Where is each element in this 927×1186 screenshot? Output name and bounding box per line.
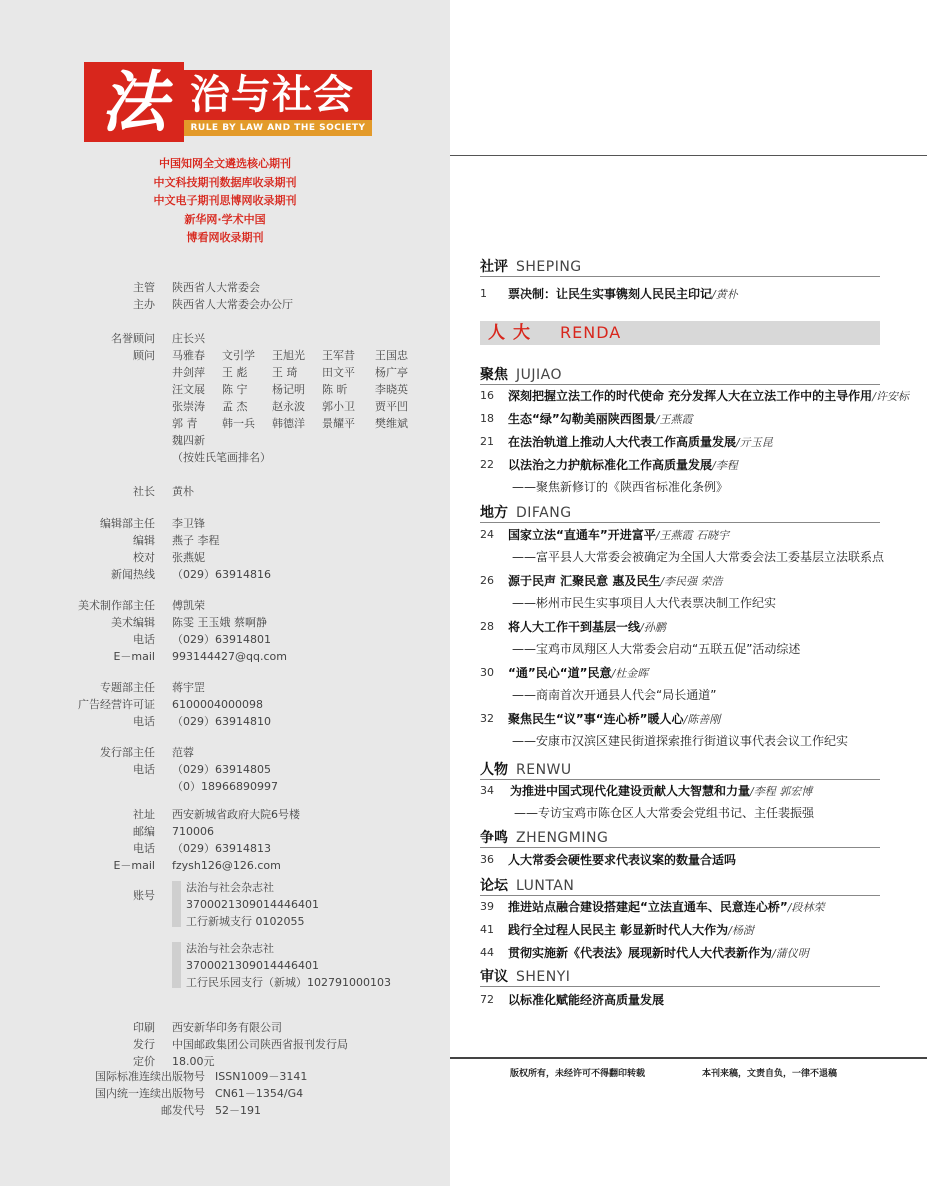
sheping-heading-en: SHEPING (516, 259, 582, 275)
toc-article-author: /许安标 (872, 390, 909, 403)
difang-heading-zh: 地方 (480, 505, 508, 521)
issn-label: 国际标准连续出版物号 (95, 1070, 205, 1083)
sponsor-value: 陕西省人大常委会办公厅 (172, 298, 293, 311)
art-editors-label: 美术编辑 (111, 616, 155, 629)
renda-english: RENDA (560, 323, 622, 342)
toc-article-author: /李民强 荣浩 (660, 575, 723, 588)
advisor-name: 魏四新 (172, 434, 205, 447)
luntan-heading (480, 875, 574, 895)
toc-article-title: 以法治之力护航标准化工作高质量发展 (508, 458, 713, 472)
toc-entry[interactable] (480, 710, 920, 746)
address-value: 西安新城省政府大院6号楼 (172, 808, 300, 821)
account-2-line: 工行民乐园支行（新城）102791000103 (186, 976, 391, 989)
advisor-name: 韩德洋 (272, 417, 305, 430)
shenyi-divider (480, 986, 880, 987)
advisor-name: 樊维斌 (375, 417, 408, 430)
toc-page-number: 24 (480, 528, 494, 541)
toc-article-author: /陈善刚 (683, 713, 721, 726)
toc-article-title: 深刻把握立法工作的时代使命 充分发挥人大在立法工作中的主导作用 (508, 389, 873, 403)
toc-article-title: “通”民心“道”民意 (508, 666, 612, 680)
advisor-name: 韩一兵 (222, 417, 255, 430)
account-1-line: 法治与社会杂志社 (186, 881, 274, 894)
email-value: fzysh126@126.com (172, 859, 281, 872)
publisher-value: 中国邮政集团公司陕西省报刊发行局 (172, 1038, 348, 1051)
toc-page-number: 21 (480, 435, 494, 448)
news-hotline-label: 新闻热线 (111, 568, 155, 581)
difang-heading-en: DIFANG (516, 505, 572, 521)
renwu-heading-en: RENWU (516, 762, 572, 778)
address-label: 社址 (133, 808, 155, 821)
editorial-director-label: 编辑部主任 (100, 517, 155, 530)
printer-label: 印刷 (133, 1021, 155, 1034)
sponsor-label: 主办 (133, 298, 155, 311)
toc-article-author: /杜金晖 (611, 667, 649, 680)
toc-article-author: /李程 郭宏博 (750, 785, 813, 798)
toc-article-subtitle: ——专访宝鸡市陈仓区人大常委会党组书记、主任裴振强 (514, 806, 815, 820)
honorary-advisor-label: 名誉顾问 (111, 332, 155, 345)
advisor-name: 王国忠 (375, 349, 408, 362)
feature-phone-value: （029）63914810 (172, 715, 271, 728)
advisor-name: 陈 昕 (322, 383, 348, 396)
ad-license-value: 6100004000098 (172, 698, 263, 711)
bottom-rule (450, 1057, 927, 1059)
distribution-phone-label: 电话 (133, 763, 155, 776)
index-listing (0, 155, 450, 248)
toc-article-title: 人大常委会硬性要求代表议案的数量合适吗 (508, 853, 737, 867)
cn-number-label: 国内统一连续出版物号 (95, 1087, 205, 1100)
account-1-line: 工行新城支行 0102055 (186, 915, 305, 928)
feature-phone-label: 电话 (133, 715, 155, 728)
toc-article-title: 以标准化赋能经济高质量发展 (508, 993, 665, 1007)
proofreader-value: 张燕妮 (172, 551, 205, 564)
editorial-director-value: 李卫锋 (172, 517, 205, 530)
toc-page-number: 39 (480, 900, 494, 913)
price-label: 定价 (133, 1055, 155, 1068)
art-email-value: 993144427@qq.com (172, 650, 287, 663)
copyright-notice: 版权所有，未经许可不得翻印转载 (510, 1069, 646, 1079)
advisor-name: 王军昔 (322, 349, 355, 362)
index-line: 新华网·学术中国 (184, 212, 266, 226)
toc-article-title: 国家立法“直通车”开进富平 (508, 528, 656, 542)
toc-article-author: /蒲仪明 (772, 947, 809, 960)
toc-article-title: 为推进中国式现代化建设贡献人大智慧和力量 (510, 784, 751, 798)
art-director-label: 美术制作部主任 (78, 599, 155, 612)
index-line: 中国知网全文遴选核心期刊 (159, 157, 291, 170)
toc-page-number: 34 (480, 784, 494, 797)
toc-page-number: 22 (480, 458, 494, 471)
art-phone-label: 电话 (133, 633, 155, 646)
toc-page-number: 72 (480, 993, 494, 1006)
toc-article-title: 在法治轨道上推动人大代表工作高质量发展 (508, 435, 737, 449)
shenyi-heading-en: SHENYI (516, 969, 571, 985)
renwu-heading (480, 759, 572, 779)
advisor-name: 王 琦 (272, 366, 298, 379)
toc-page-number: 30 (480, 666, 494, 679)
jujiao-heading-zh: 聚焦 (480, 367, 508, 383)
sheping-divider (480, 276, 880, 277)
advisor-name: 陈 宁 (222, 383, 248, 396)
index-line: 博看网收录期刊 (186, 231, 264, 244)
toc-article-subtitle: ——富平县人大常委会被确定为全国人大常委会法工委基层立法联系点 (512, 550, 885, 564)
luntan-heading-zh: 论坛 (480, 878, 508, 894)
advisor-name: 汪文展 (172, 383, 205, 396)
toc-article-author: /杨澍 (728, 924, 754, 937)
toc-article-author: /亓玉昆 (736, 436, 773, 449)
toc-page-number: 1 (480, 287, 487, 300)
advisor-name: 井剑萍 (172, 366, 205, 379)
advisors-label: 顾问 (133, 349, 155, 362)
index-line: 中文科技期刊数据库收录期刊 (153, 175, 297, 189)
supervisor-label: 主管 (133, 281, 155, 294)
logo-fa-character: 法 (84, 62, 184, 142)
toc-page-number: 44 (480, 946, 494, 959)
seal-stamp-icon (172, 881, 181, 927)
toc-page-number: 32 (480, 712, 494, 725)
advisor-name: 马雅春 (172, 349, 205, 362)
advisor-name: 郭小卫 (322, 400, 355, 413)
advisor-name: 田文平 (322, 366, 355, 379)
distribution-phone-2: （0）18966890997 (172, 780, 278, 793)
account-2-line: 3700021309014446401 (186, 959, 319, 972)
advisor-name: 李晓英 (375, 383, 408, 396)
luntan-heading-en: LUNTAN (516, 878, 575, 894)
seal-stamp-icon (172, 942, 181, 988)
art-editors-value: 陈雯 王玉娥 蔡啊静 (172, 616, 267, 629)
zhengming-divider (480, 847, 880, 848)
toc-article-subtitle: ——宝鸡市凤翔区人大常委会启动“五联五促”活动综述 (512, 642, 801, 656)
art-email-label: E－mail (113, 650, 155, 663)
postcode-value: 710006 (172, 825, 214, 838)
toc-article-author: /王燕霞 (655, 413, 693, 426)
distribution-phone-value: （029）63914805 (172, 763, 271, 776)
toc-article-title: 将人大工作干到基层一线 (508, 620, 641, 634)
magazine-logo (84, 62, 372, 142)
publisher-label: 发行 (133, 1038, 155, 1051)
toc-article-title: 源于民声 汇聚民意 惠及民生 (508, 574, 661, 588)
logo-english: RULE BY LAW AND THE SOCIETY (184, 120, 372, 136)
toc-entry[interactable] (480, 526, 920, 562)
jujiao-heading (480, 364, 562, 384)
toc-article-title: 票决制：让民生实事镌刻人民民主印记 (508, 287, 713, 301)
toc-article-title: 生态“绿”勾勒美丽陕西图景 (508, 412, 656, 426)
toc-article-author: /段林荣 (787, 901, 825, 914)
postal-code-label: 邮发代号 (161, 1104, 205, 1117)
advisor-name: 贾平凹 (375, 400, 408, 413)
advisor-name: 王旭光 (272, 349, 305, 362)
toc-entry[interactable] (480, 991, 920, 1027)
advisor-name: 杨记明 (272, 383, 305, 396)
advisor-name: 张崇涛 (172, 400, 205, 413)
account-1-line: 3700021309014446401 (186, 898, 319, 911)
account-2-line: 法治与社会杂志社 (186, 942, 274, 955)
phone-value: （029）63914813 (172, 842, 271, 855)
advisor-name: 景耀平 (322, 417, 355, 430)
toc-article-title: 践行全过程人民民主 彰显新时代人大作为 (508, 923, 729, 937)
advisor-name: 赵永波 (272, 400, 305, 413)
advisor-name: 文引学 (222, 349, 255, 362)
issn-value: ISSN1009－3141 (215, 1070, 308, 1083)
toc-article-subtitle: ——彬州市民生实事项目人大代表票决制工作纪实 (512, 596, 777, 610)
toc-article-title: 贯彻实施新《代表法》展现新时代人大代表新作为 (508, 946, 773, 960)
editors-value: 燕子 李程 (172, 534, 220, 547)
advisor-name: 孟 杰 (222, 400, 248, 413)
jujiao-divider (480, 384, 880, 385)
shenyi-heading-zh: 审议 (480, 969, 508, 985)
top-rule (450, 155, 927, 156)
renwu-divider (480, 779, 880, 780)
cn-number-value: CN61－1354/G4 (215, 1087, 304, 1100)
toc-page-number: 16 (480, 389, 494, 402)
renda-band (480, 321, 880, 345)
sheping-heading (480, 256, 582, 276)
toc-article-author: /孙鹏 (640, 621, 666, 634)
art-phone-value: （029）63914801 (172, 633, 271, 646)
phone-label: 电话 (133, 842, 155, 855)
submission-notice: 本刊来稿，文责自负，一律不退稿 (702, 1069, 838, 1079)
honorary-advisor-value: 庄长兴 (172, 332, 205, 345)
toc-article-author: /王燕霞 石晓宇 (655, 529, 729, 542)
printer-value: 西安新华印务有限公司 (172, 1021, 282, 1034)
toc-entry[interactable] (480, 782, 920, 818)
toc-article-subtitle: ——安康市汉滨区建民街道探索推行街道议事代表会议工作纪实 (512, 734, 849, 748)
toc-article-author: /黄朴 (712, 288, 738, 301)
toc-entry[interactable] (480, 572, 920, 608)
advisor-name: 王 彪 (222, 366, 248, 379)
sheping-heading-zh: 社评 (480, 259, 508, 275)
toc-page-number: 26 (480, 574, 494, 587)
president-label: 社长 (133, 485, 155, 498)
renda-title: 人大 (488, 323, 538, 343)
editors-label: 编辑 (133, 534, 155, 547)
zhengming-heading (480, 827, 608, 847)
distribution-director-value: 范蓉 (172, 746, 194, 759)
toc-entry[interactable] (480, 285, 920, 321)
president-value: 黄朴 (172, 485, 194, 498)
toc-page-number: 18 (480, 412, 494, 425)
difang-heading (480, 502, 572, 522)
advisors-note: （按姓氏笔画排名） (172, 451, 271, 464)
zhengming-heading-zh: 争鸣 (480, 830, 508, 846)
toc-page-number: 36 (480, 853, 494, 866)
postcode-label: 邮编 (133, 825, 155, 838)
news-hotline-value: （029）63914816 (172, 568, 271, 581)
supervisor-value: 陕西省人大常委会 (172, 281, 260, 294)
distribution-director-label: 发行部主任 (100, 746, 155, 759)
email-label: E－mail (113, 859, 155, 872)
luntan-divider (480, 895, 880, 896)
jujiao-heading-en: JUJIAO (516, 367, 562, 383)
toc-page-number: 41 (480, 923, 494, 936)
advisor-name: 杨广亭 (375, 366, 408, 379)
price-value: 18.00元 (172, 1055, 215, 1068)
zhengming-heading-en: ZHENGMING (516, 830, 609, 846)
difang-divider (480, 522, 880, 523)
account-label: 账号 (133, 889, 155, 902)
postal-code-value: 52－191 (215, 1104, 261, 1117)
toc-article-author: /李程 (712, 459, 738, 472)
proofreader-label: 校对 (133, 551, 155, 564)
toc-article-title: 聚焦民生“议”事“连心桥”暖人心 (508, 712, 684, 726)
toc-page-number: 28 (480, 620, 494, 633)
advisor-name: 郭 青 (172, 417, 198, 430)
logo-title: 治与社会 (184, 70, 372, 120)
toc-article-subtitle: ——聚焦新修订的《陕西省标准化条例》 (512, 480, 729, 494)
toc-article-title: 推进站点融合建设搭建起“立法直通车、民意连心桥” (508, 900, 788, 914)
toc-article-subtitle: ——商南首次开通县人代会“局长通道” (512, 688, 717, 702)
toc-entry[interactable] (480, 618, 920, 654)
renwu-heading-zh: 人物 (480, 762, 508, 778)
art-director-value: 傅凯荣 (172, 599, 205, 612)
ad-license-label: 广告经营许可证 (78, 698, 155, 711)
index-line: 中文电子期刊思博网收录期刊 (153, 194, 297, 207)
feature-director-label: 专题部主任 (100, 681, 155, 694)
feature-director-value: 蒋宇罡 (172, 681, 205, 694)
shenyi-heading (480, 966, 570, 986)
toc-entry[interactable] (480, 456, 920, 492)
toc-entry[interactable] (480, 664, 920, 700)
